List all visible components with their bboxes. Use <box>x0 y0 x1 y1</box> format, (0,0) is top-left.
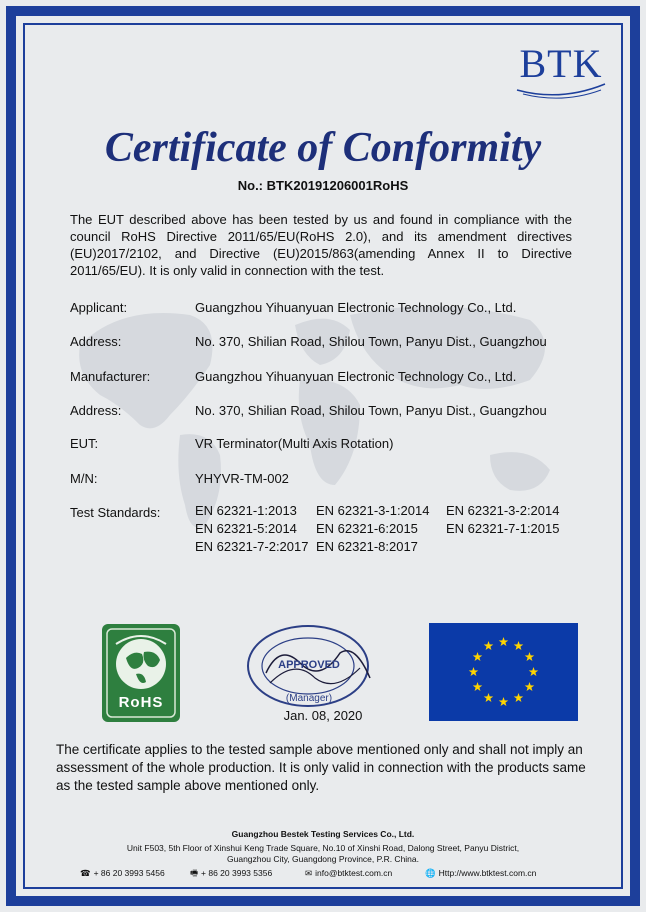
contact-phone <box>80 868 165 879</box>
field-value: No. 370, Shilian Road, Shilou Town, Panyu Dist., Guangzhou <box>195 403 547 418</box>
eu-star-icon <box>525 682 535 691</box>
standard-item: EN 62321-3-1:2014 <box>316 503 430 518</box>
btk-logo <box>513 40 609 100</box>
contact-website[interactable] <box>425 868 536 879</box>
email-link[interactable]: info@btktest.com.cn <box>315 868 393 878</box>
eu-star-icon <box>469 667 479 676</box>
eu-star-icon <box>529 667 539 676</box>
field-label: EUT: <box>70 436 99 451</box>
field-label: Address: <box>70 403 122 418</box>
certificate-title: Certificate of Conformity <box>104 125 542 171</box>
eu-star-icon <box>473 652 483 661</box>
standard-item: EN 62321-3-2:2014 <box>446 503 560 518</box>
disclaimer-paragraph: The certificate applies to the tested sample above mentioned only and shall not imply an assessment of the whole production. It is only valid in connection with the products same as the tested sample above mentioned only. <box>56 742 586 793</box>
phone-icon: ☎ <box>80 868 91 878</box>
eu-star-icon <box>525 652 535 661</box>
field-label: Manufacturer: <box>70 369 151 384</box>
field-value: VR Terminator(Multi Axis Rotation) <box>195 436 394 451</box>
eu-star-icon <box>473 682 483 691</box>
address-line: Unit F503, 5th Floor of Xinshui Keng Trade Square, No.10 of Xinshi Road, Dalong Street, Panyu District, <box>126 843 520 853</box>
stamp-approved-text: APPROVED <box>278 659 340 671</box>
fax-icon: 🖷 <box>190 868 199 878</box>
eu-star-icon <box>499 637 509 646</box>
issuer-company-name: Guangzhou Bestek Testing Services Co., Ltd. <box>231 829 415 839</box>
eu-star-icon <box>514 641 524 650</box>
field-value: Guangzhou Yihuanyuan Electronic Technology Co., Ltd. <box>195 300 517 315</box>
contact-fax <box>190 868 272 882</box>
certificate-number: No.: BTK20191206001RoHS <box>237 178 409 193</box>
field-value: YHYVR-TM-002 <box>195 471 289 486</box>
address-line: Guangzhou City, Guangdong Province, P.R. China. <box>227 854 419 864</box>
approval-stamp <box>240 623 380 713</box>
standard-item: EN 62321-6:2015 <box>316 521 418 536</box>
eu-stars <box>429 623 578 721</box>
standard-item: EN 62321-5:2014 <box>195 521 297 536</box>
eu-star-icon <box>484 693 494 702</box>
website-link[interactable]: Http://www.btktest.com.cn <box>438 868 537 878</box>
issuer-address <box>0 843 646 865</box>
field-label: Applicant: <box>70 300 128 315</box>
contact-email[interactable] <box>305 868 392 879</box>
field-value: Guangzhou Yihuanyuan Electronic Technology Co., Ltd. <box>195 369 517 384</box>
eu-star-icon <box>484 641 494 650</box>
field-label: Address: <box>70 334 122 349</box>
field-label: Test Standards: <box>70 505 161 520</box>
issue-date: Jan. 08, 2020 <box>283 708 363 723</box>
field-value: No. 370, Shilian Road, Shilou Town, Panyu Dist., Guangzhou <box>195 334 547 349</box>
stamp-manager-text: (Manager) <box>285 693 333 704</box>
email-icon: ✉ <box>305 868 313 878</box>
standard-item: EN 62321-1:2013 <box>195 503 297 518</box>
web-icon: 🌐 <box>425 868 436 878</box>
fax-number: + 86 20 3993 5356 <box>201 868 273 878</box>
standard-item: EN 62321-7-2:2017 <box>195 539 309 554</box>
btk-logo-text: BTK <box>519 41 603 86</box>
field-label: M/N: <box>70 471 98 486</box>
rohs-logo-text: RoHS <box>118 694 164 711</box>
phone-number: + 86 20 3993 5456 <box>93 868 165 878</box>
intro-paragraph: The EUT described above has been tested by us and found in compliance with the council RoHS Directive 2011/65/EU(RoHS 2.0), and its amendment directives (EU)2017/2102, and Directive (EU)2015/863(amending Annex II to Directive 2011/65/EU). It is only valid in connection with the test. <box>70 212 572 278</box>
standard-item: EN 62321-7-1:2015 <box>446 521 560 536</box>
eu-star-icon <box>514 693 524 702</box>
standard-item: EN 62321-8:2017 <box>316 539 418 554</box>
eu-flag <box>429 623 578 721</box>
eu-star-icon <box>499 697 509 706</box>
